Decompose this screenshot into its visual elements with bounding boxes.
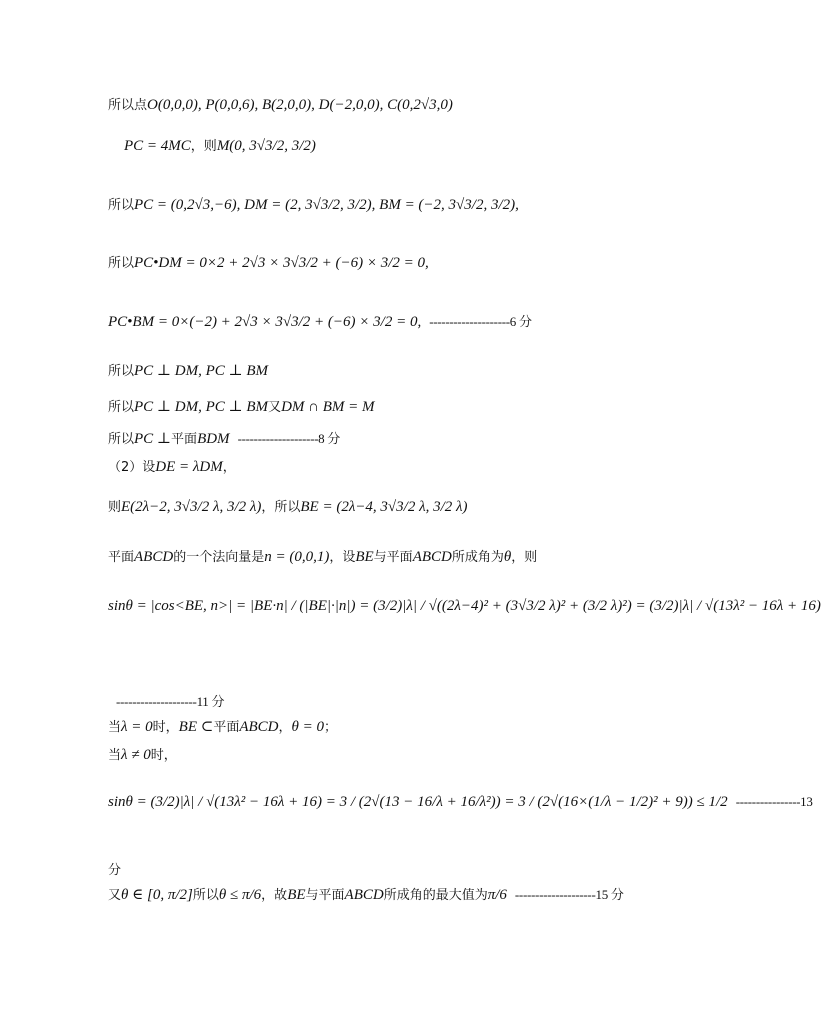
math-expression: PC ⊥ DM, PC ⊥ BM [134,399,269,415]
solution-line [108,458,236,477]
math-expression: ABCD [412,549,452,565]
math-expression: λ = 0 [121,719,153,735]
math-expression: PC•BM = 0×(−2) + 2√3 × 3√3/2 + (−6) × 3/2 = 0, [108,314,422,330]
solution-line [108,793,813,811]
line-text: 又 [268,400,282,415]
line-text: 所成角为 [451,550,504,565]
line-text: 时， [152,720,179,735]
line-text: ，设 [329,550,356,565]
math-expression: ABCD [239,719,279,735]
solution-line [108,254,429,273]
math-expression: θ ≤ π/6 [218,887,262,903]
solution-line [108,861,121,880]
line-text: 当 [108,748,122,763]
math-expression: M(0, 3√3/2, 3/2) [216,138,316,154]
line-text: 所以 [108,198,135,213]
math-expression: sinθ = (3/2)|λ| / √(13λ² − 16λ + 16) = 3 / (2√(13 − 16/λ + 16/λ²)) = 3 / (2√(16×(1/λ − 1/2)² + 9)) ≤ 1/2 [108,794,728,810]
line-text: ，则 [511,550,538,565]
math-expression: BE = (2λ−4, 3√3/2 λ, 3/2 λ) [300,499,468,515]
score-marker: --------------------15 分 [514,887,624,902]
score-marker: --------------------11 分 [116,694,225,709]
line-text: 平面 [108,550,135,565]
math-expression: sinθ = |cos<BE, n>| = |BE·n| / (|BE|·|n|) = (3/2)|λ| / √((2λ−4)² + (3√3/2 λ)² + (3/2 λ)²) = (3/2)|λ| / √(13λ² − 16λ + 16) [108,598,821,614]
math-expression: PC ⊥ [134,431,172,447]
math-expression: n = (0,0,1) [264,549,330,565]
math-expression: θ = 0 [291,719,325,735]
solution-line [108,398,375,417]
math-expression: θ [503,549,512,565]
line-text: 所成角的最大值为 [383,888,488,903]
math-expression: BE [355,549,374,565]
math-expression: BE [287,887,306,903]
solution-line [108,96,453,115]
math-expression: π/6 [487,887,507,903]
line-text: ，故 [261,888,288,903]
math-expression: E(2λ−2, 3√3/2 λ, 3/2 λ) [121,499,262,515]
line-text: ， [222,460,236,475]
math-expression: DM ∩ BM = M [281,399,375,415]
solution-line [108,313,532,331]
solution-line [108,362,268,381]
solution-line [108,886,624,905]
math-expression: PC•DM = 0×2 + 2√3 × 3√3/2 + (−6) × 3/2 = 0, [134,255,429,271]
math-expression: BE ⊂ [178,719,214,735]
line-text: 所以点 [108,98,148,113]
math-expression: PC ⊥ DM, PC ⊥ BM [134,363,269,379]
solution-line [124,137,316,156]
line-text: ，所以 [261,500,301,515]
math-expression: λ ≠ 0 [121,747,151,763]
solution-line [108,430,340,449]
line-text: 平面 [213,720,240,735]
math-expression: θ ∈ [0, π/2] [121,887,193,903]
solution-line [108,693,224,711]
solution-line [108,548,537,567]
line-text: 分 [108,863,122,878]
solution-line [108,718,337,737]
line-text: 所以 [192,888,219,903]
line-text: ； [324,720,338,735]
line-text: 所以 [108,256,135,271]
line-text: 所以 [108,364,135,379]
line-text: 所以 [108,432,135,447]
line-text: 与平面 [305,888,345,903]
line-text: 与平面 [373,550,413,565]
math-expression: O(0,0,0), P(0,0,6), B(2,0,0), D(−2,0,0), C(0,2√3,0) [147,97,453,113]
score-marker: ----------------13 [735,794,813,809]
line-text: 时， [150,748,177,763]
solution-line [108,498,468,517]
line-text: 当 [108,720,122,735]
solution-line [108,597,821,615]
solution-line [108,746,177,765]
line-text: 的一个法向量是 [173,550,265,565]
line-text: ， [278,720,292,735]
math-expression: DE = λDM [155,459,223,475]
math-expression: PC = (0,2√3,−6), DM = (2, 3√3/2, 3/2), BM = (−2, 3√3/2, 3/2), [134,197,519,213]
score-marker: --------------------8 分 [237,431,340,446]
line-text: 所以 [108,400,135,415]
line-text: 则 [108,500,122,515]
math-expression: ABCD [134,549,174,565]
math-expression: ABCD [344,887,384,903]
line-text: （2）设 [108,460,156,475]
line-text: ，则 [190,139,217,154]
math-expression: BDM [197,431,230,447]
math-expression: PC = 4MC [124,138,191,154]
line-text: 平面 [171,432,198,447]
solution-line [108,196,519,215]
score-marker: --------------------6 分 [429,314,532,329]
line-text: 又 [108,888,122,903]
